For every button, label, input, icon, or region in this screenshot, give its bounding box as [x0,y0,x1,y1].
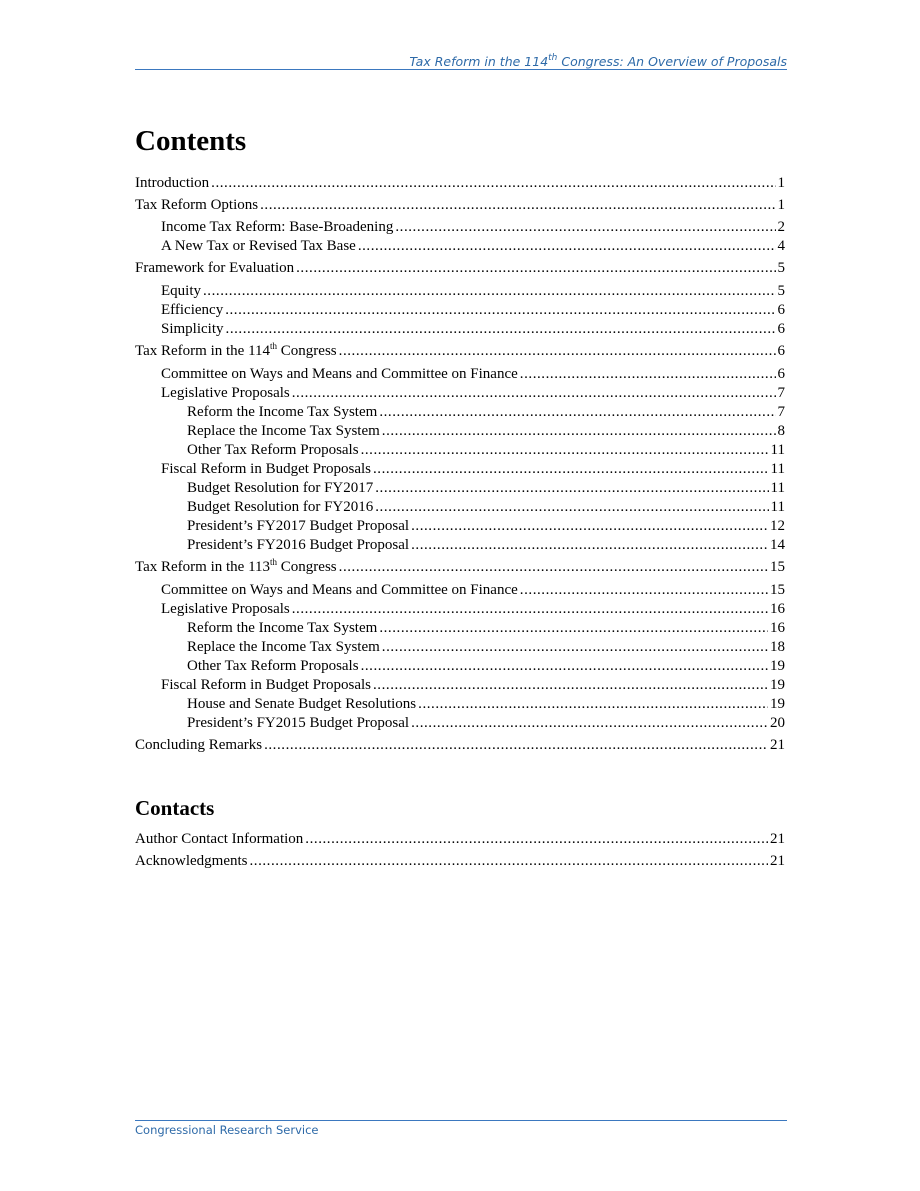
toc-leader [249,852,768,871]
page-title: Contents [135,125,247,157]
toc-entry-reform-income-114[interactable] [187,403,785,422]
toc-entry-label: President’s FY2017 Budget Proposal [187,518,410,534]
toc-entry-page: 2 [777,219,785,235]
toc-entry-label: President’s FY2016 Budget Proposal [187,537,410,553]
toc-entry-113th-congress[interactable] [135,558,785,577]
toc-leader [292,384,776,403]
toc-leader [361,441,769,460]
toc-label-part: Congress [277,343,337,359]
toc-entry-replace-income-114[interactable] [187,422,785,441]
toc-entry-fiscal-114[interactable] [161,460,785,479]
toc-entry-label: Other Tax Reform Proposals [187,658,359,674]
toc-leader [379,619,768,638]
toc-label-part: Tax Reform in the 114 [135,343,271,359]
toc-leader [264,736,768,755]
toc-entry-page: 8 [777,423,785,439]
toc-entry-concluding-remarks[interactable] [135,736,785,755]
toc-leader [411,517,768,536]
toc-leader [296,259,775,278]
toc-leader [520,581,768,600]
toc-label-part: Tax Reform in the 113 [135,559,271,575]
toc-entry-label: Introduction [135,175,210,191]
toc-entry-label: Budget Resolution for FY2017 [187,480,374,496]
toc-entry-label: Equity [161,283,201,299]
toc-entry-simplicity[interactable] [161,320,785,339]
toc-entry-label: Replace the Income Tax System [187,423,380,439]
toc-entry-ways-means-113[interactable] [161,581,785,600]
toc-entry-president-fy2015[interactable] [187,714,785,733]
toc-entry-label: Income Tax Reform: Base-Broadening [161,219,394,235]
toc-entry-equity[interactable] [161,282,785,301]
toc-leader [373,460,769,479]
toc-leader [520,365,776,384]
running-header-post: Congress: An Overview of Proposals [557,54,787,69]
toc-entry-page: 16 [770,601,785,617]
toc-entry-legislative-114[interactable] [161,384,785,403]
toc-entry-page: 6 [777,302,785,318]
toc-entry-house-senate-budget[interactable] [187,695,785,714]
toc-entry-author-contact[interactable] [135,830,785,849]
toc-entry-introduction[interactable] [135,174,785,193]
toc-entry-page: 20 [770,715,785,731]
toc-entry-fiscal-113[interactable] [161,676,785,695]
toc-leader [226,320,776,339]
toc-entry-page: 6 [777,343,785,359]
toc-entry-page: 18 [770,639,785,655]
toc-entry-page: 7 [777,404,785,420]
toc-entry-base-broadening[interactable] [161,218,785,237]
toc-entry-page: 12 [770,518,785,534]
toc-entry-label: Committee on Ways and Means and Committee on Finance [161,582,518,598]
toc-entry-efficiency[interactable] [161,301,785,320]
toc-entry-page: 11 [770,480,785,496]
toc-entry-acknowledgments[interactable] [135,852,785,871]
toc-entry-tax-reform-options[interactable] [135,196,785,215]
toc-leader [339,558,768,577]
toc-entry-new-tax-base[interactable] [161,237,785,256]
footer-text: Congressional Research Service [135,1123,319,1137]
toc-entry-114th-congress[interactable] [135,342,785,361]
toc-entry-president-fy2016[interactable] [187,536,785,555]
toc-entry-other-114[interactable] [187,441,785,460]
toc-entry-page: 11 [770,442,785,458]
toc-leader [358,237,776,256]
toc-entry-label: Tax Reform Options [135,197,259,213]
toc-entry-label: Fiscal Reform in Budget Proposals [161,461,371,477]
toc-leader [411,536,768,555]
toc-entry-replace-income-113[interactable] [187,638,785,657]
toc-leader [382,422,776,441]
contacts-title: Contacts [135,796,215,820]
toc-entry-page: 19 [770,696,785,712]
toc-entry-label: Committee on Ways and Means and Committee on Finance [161,366,518,382]
toc-leader [225,301,775,320]
toc-entry-label [135,342,337,361]
toc-label-part: Congress [277,559,337,575]
toc-entry-budget-fy2016[interactable] [187,498,785,517]
footer-rule [135,1120,787,1121]
toc-leader [418,695,768,714]
toc-leader [260,196,775,215]
toc-entry-label [135,558,337,577]
toc-entry-label: Concluding Remarks [135,737,263,753]
toc-entry-page: 5 [777,283,785,299]
toc-entry-page: 16 [770,620,785,636]
toc-entry-other-113[interactable] [187,657,785,676]
toc-entry-page: 19 [770,658,785,674]
toc-entry-page: 15 [770,582,785,598]
toc-label-sup: th [270,341,278,351]
toc-leader [305,830,768,849]
toc-entry-page: 15 [770,559,785,575]
toc-entry-page: 7 [777,385,785,401]
toc-entry-page: 11 [770,461,785,477]
header-rule [135,69,787,70]
toc-entry-label: Reform the Income Tax System [187,620,378,636]
toc-leader [375,498,768,517]
toc-entry-label: Reform the Income Tax System [187,404,378,420]
toc-entry-label: Author Contact Information [135,831,304,847]
toc-entry-legislative-113[interactable] [161,600,785,619]
toc-leader [292,600,768,619]
toc-entry-page: 1 [777,175,785,191]
toc-entry-ways-means-114[interactable] [161,365,785,384]
toc-entry-label: Framework for Evaluation [135,260,295,276]
toc-leader [379,403,775,422]
toc-entry-reform-income-113[interactable] [187,619,785,638]
toc-entry-label: A New Tax or Revised Tax Base [161,238,356,254]
toc-leader [411,714,768,733]
toc-label-sup: th [270,557,278,567]
toc-entry-framework[interactable] [135,259,785,278]
toc-entry-page: 21 [770,853,785,869]
toc-entry-page: 21 [770,831,785,847]
toc-leader [382,638,768,657]
toc-entry-president-fy2017[interactable] [187,517,785,536]
toc-entry-page: 21 [770,737,785,753]
toc-entry-page: 19 [770,677,785,693]
toc-entry-label: Legislative Proposals [161,601,290,617]
toc-entry-label: Budget Resolution for FY2016 [187,499,374,515]
running-header [135,54,787,69]
toc-entry-label: President’s FY2015 Budget Proposal [187,715,410,731]
toc-entry-page: 5 [777,260,785,276]
toc-entry-page: 6 [777,366,785,382]
toc-entry-label: Acknowledgments [135,853,248,869]
toc-entry-label: Legislative Proposals [161,385,290,401]
toc-entry-label: Other Tax Reform Proposals [187,442,359,458]
toc-leader [361,657,768,676]
toc-entry-budget-fy2017[interactable] [187,479,785,498]
toc-leader [373,676,768,695]
toc-entry-page: 11 [770,499,785,515]
toc-leader [211,174,775,193]
toc-leader [375,479,768,498]
toc-entry-page: 1 [777,197,785,213]
toc-leader [395,218,775,237]
running-header-sup: th [548,53,558,63]
toc-entry-label: House and Senate Budget Resolutions [187,696,417,712]
toc-entry-page: 14 [770,537,785,553]
toc-entry-page: 4 [777,238,785,254]
toc-entry-label: Simplicity [161,321,224,337]
toc-entry-label: Replace the Income Tax System [187,639,380,655]
toc-entry-label: Efficiency [161,302,224,318]
running-header-pre: Tax Reform in the 114 [409,54,549,69]
toc-leader [339,342,776,361]
toc-leader [203,282,776,301]
toc-entry-page: 6 [777,321,785,337]
toc-entry-label: Fiscal Reform in Budget Proposals [161,677,371,693]
